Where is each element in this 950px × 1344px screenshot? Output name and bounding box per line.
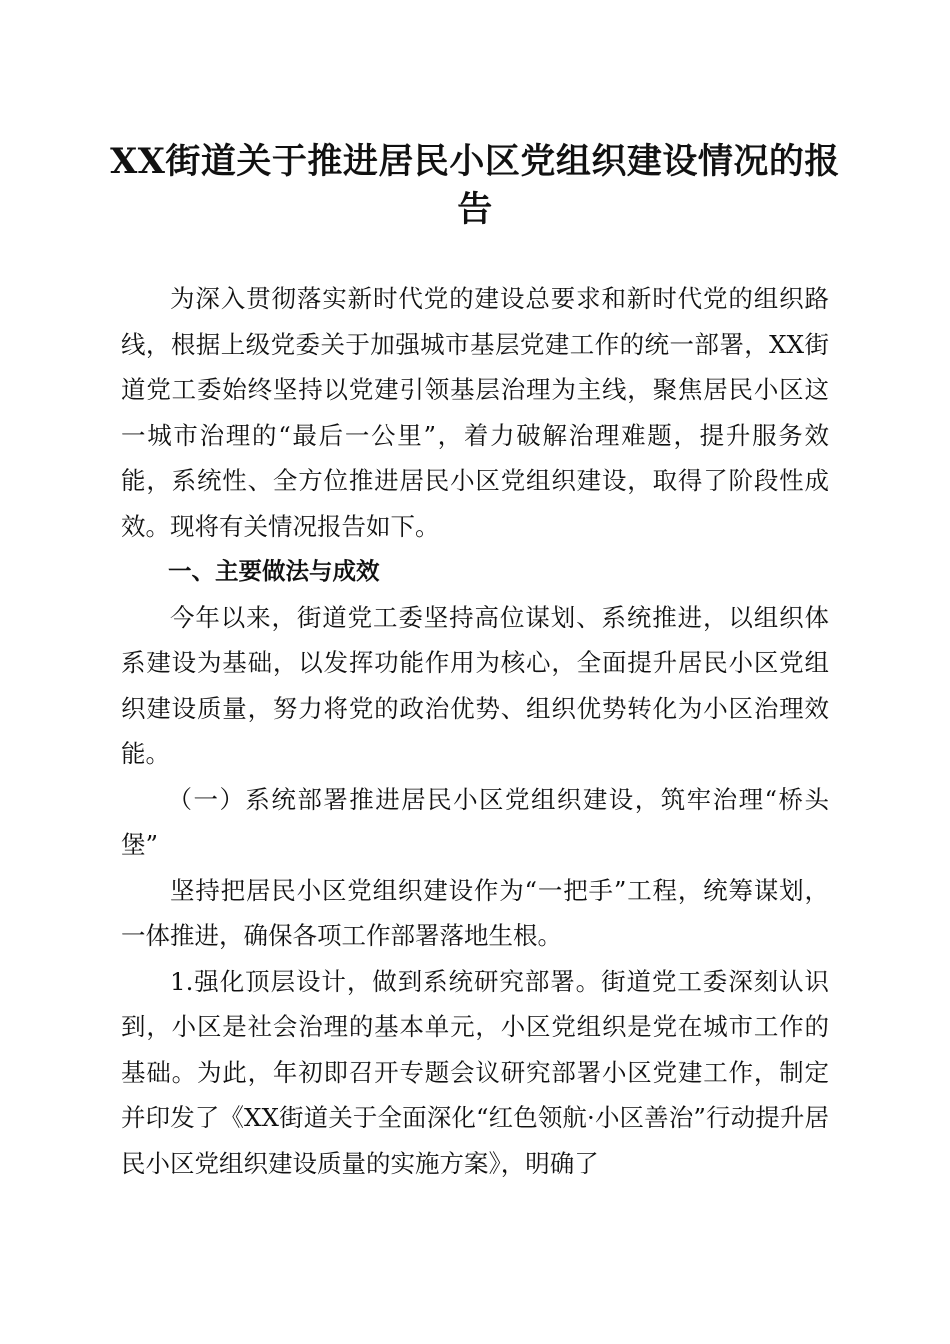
subsection-heading: （一）系统部署推进居民小区党组织建设，筑牢治理“桥头堡”	[121, 784, 829, 859]
subsection-paragraph: 坚持把居民小区党组织建设作为“一把手”工程，统筹谋划，一体推进，确保各项工作部署落地生根。	[121, 875, 829, 950]
numbered-paragraph: 1.强化顶层设计，做到系统研究部署。街道党工委深刻认识到，小区是社会治理的基本单元，小区党组织是党在城市工作的基础。为此，年初即召开专题会议研究部署小区党建工作，制定并印发了《XX街道关于全面深化“红色领航·小区善治”行动提升居民小区党组织建设质量的实施方案》，明确了	[121, 966, 829, 1178]
document-title: XX街道关于推进居民小区党组织建设情况的报告	[110, 141, 840, 230]
document-body	[121, 276, 829, 1186]
intro-paragraph: 为深入贯彻落实新时代党的建设总要求和新时代党的组织路线，根据上级党委关于加强城市基层党建工作的统一部署，XX街道党工委始终坚持以党建引领基层治理为主线，聚焦居民小区这一城市治理的“最后一公里”，着力破解治理难题，提升服务效能，系统性、全方位推进居民小区党组织建设，取得了阶段性成效。现将有关情况报告如下。	[121, 284, 829, 541]
section-paragraph: 今年以来，街道党工委坚持高位谋划、系统推进，以组织体系建设为基础，以发挥功能作用为核心，全面提升居民小区党组织建设质量，努力将党的政治优势、组织优势转化为小区治理效能。	[121, 602, 829, 768]
section-heading: 一、主要做法与成效	[168, 557, 380, 585]
